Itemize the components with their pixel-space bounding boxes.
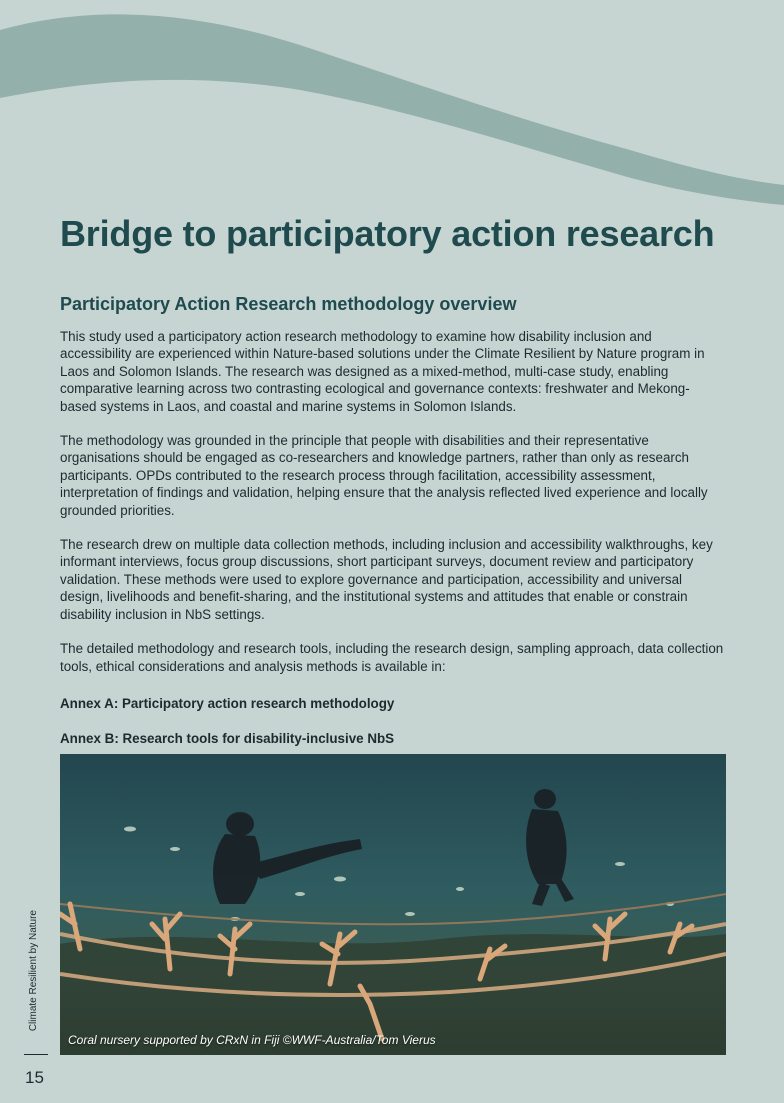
coral-nursery-photo: [60, 754, 726, 1055]
footer-divider: [24, 1054, 48, 1055]
paragraph-2: The methodology was grounded in the principle that people with disabilities and their representative organisations should be engaged as co-researchers and knowledge partners, rather than only as research participants. OPDs contributed to the research process through facilitation, accessibility assessment, interpretation of findings and validation, helping ensure that the analysis reflected lived experience and locally grounded priorities.: [60, 433, 708, 518]
photo-illustration: [60, 754, 726, 1055]
paragraph-1: This study used a participatory action research methodology to examine how disability inclusion and accessibility are experienced within Nature-based solutions under the Climate Resilient by Nature program in Laos and Solomon Islands. The research was designed as a mixed-method, multi-case study, enabling comparative learning across two contrasting ecological and governance contexts: freshwater and Mekong-based systems in Laos, and coastal and marine systems in Solomon Islands.: [60, 329, 705, 414]
paragraph-4: The detailed methodology and research tools, including the research design, sampling approach, data collection tools, ethical considerations and analysis methods is available in:: [60, 641, 724, 674]
page-number: 15: [25, 1068, 44, 1087]
photo-caption: Coral nursery supported by CRxN in Fiji ©WWF-Australia/Tom Vierus: [68, 1033, 436, 1047]
annex-a-reference: Annex A: Participatory action research methodology: [60, 695, 395, 711]
side-label: Climate Resilient by Nature: [28, 910, 39, 1032]
header-wave-decoration: [0, 0, 784, 215]
main-content: [60, 210, 726, 748]
page-title: Bridge to participatory action research: [60, 213, 715, 254]
section-subtitle: Participatory Action Research methodology overview: [60, 294, 517, 314]
annex-b-reference: Annex B: Research tools for disability-inclusive NbS: [60, 731, 395, 747]
side-label-container: [26, 910, 42, 1046]
paragraph-3: The research drew on multiple data collection methods, including inclusion and accessibility walkthroughs, key informant interviews, focus group discussions, short participant surveys, document review and participatory validation. These methods were used to explore governance and participation, accessibility and universal design, livelihoods and benefit-sharing, and the institutional systems and attitudes that enable or constrain disability inclusion in NbS settings.: [60, 537, 713, 622]
